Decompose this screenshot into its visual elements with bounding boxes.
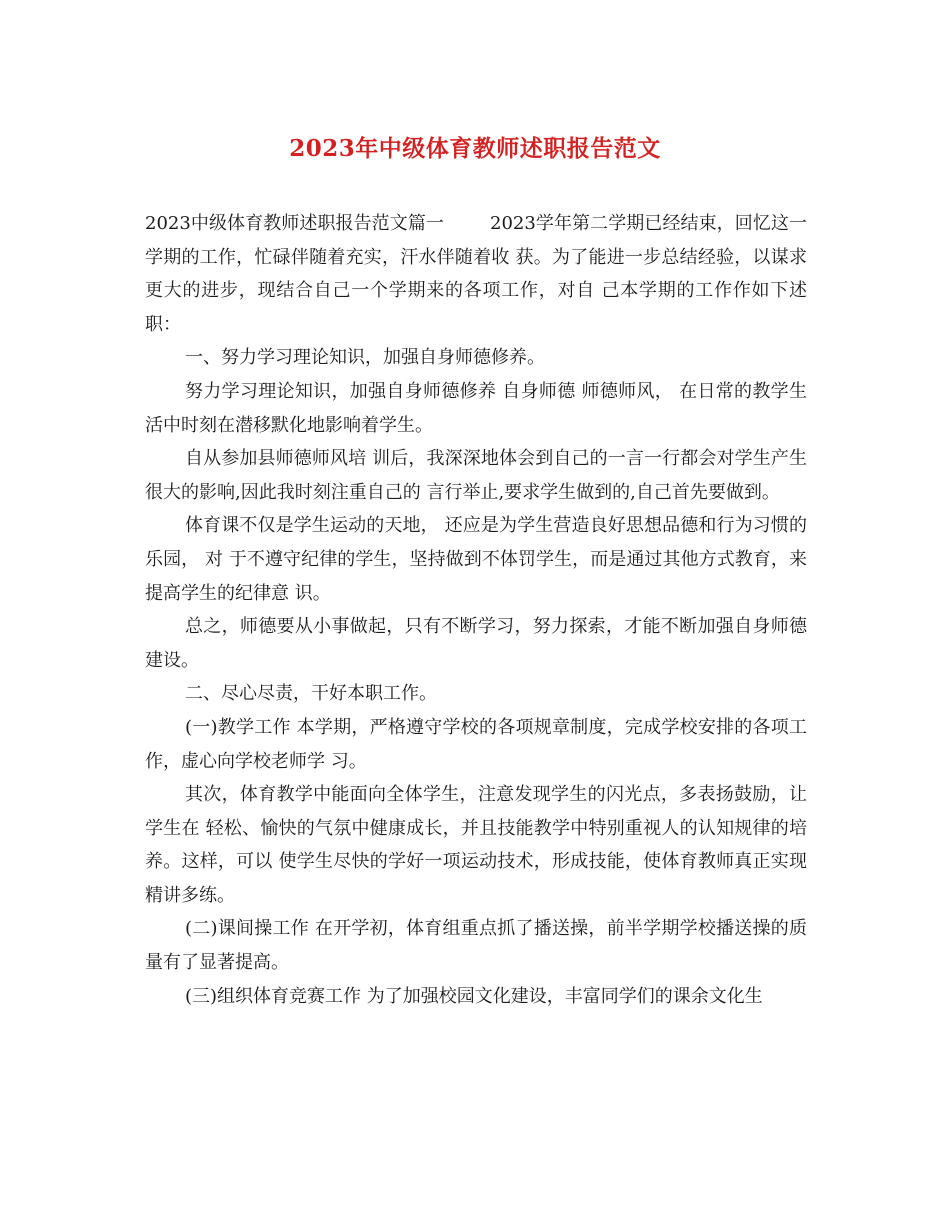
paragraph: 体育课不仅是学生运动的天地， 还应是为学生营造良好思想品德和行为习惯的乐园， 对 于不遵守纪律的学生，坚持做到不体罚学生，而是通过其他方式教育，来提高学生的纪律意 识。 <box>145 515 807 604</box>
document-body <box>145 207 807 1013</box>
intro-text: 2023学年第二学期已经结束，回忆这一学期的工作，忙碌伴随着充实，汗水伴随着收 获。为了能进一步总结经验，以谋求更大的进步，现结合自己一个学期来的各项工作，对自 己本学期的工作作如下述职： <box>145 213 807 335</box>
paragraph: (一)教学工作 本学期，严格遵守学校的各项规章制度，完成学校安排的各项工作，虚心向学校老师学 习。 <box>145 716 807 772</box>
paragraph: 总之，师德要从小事做起，只有不断学习，努力探索，才能不断加强自身师德建设。 <box>145 616 807 671</box>
page-title: 2023年中级体育教师述职报告范文 <box>289 135 661 162</box>
section-heading-2: 二、尽心尽责，干好本职工作。 <box>185 683 437 705</box>
paragraph: 自从参加县师德师风培 训后，我深深地体会到自己的一言一行都会对学生产生很大的影响,因此我时刻注重自己的 言行举止,要求学生做到的,自己首先要做到。 <box>145 448 807 503</box>
paragraph: 其次，体育教学中能面向全体学生，注意发现学生的闪光点，多表扬鼓励，让学生在 轻松、愉快的气氛中健康成长，并且技能教学中特别重视人的认知规律的培养。这样，可以 使学生尽快的学好一项运动技术，形成技能，使体育教师真正实现精讲多练。 <box>145 784 807 906</box>
intro-label: 2023中级体育教师述职报告范文篇一 <box>145 213 444 234</box>
section-heading-1: 一、努力学习理论知识，加强自身师德修养。 <box>185 347 545 369</box>
paragraph: (二)课间操工作 在开学初，体育组重点抓了播送操，前半学期学校播送操的质量有了显著提高。 <box>145 918 807 974</box>
intro-paragraph <box>145 207 807 341</box>
paragraph: (三)组织体育竞赛工作 为了加强校园文化建设，丰富同学们的课余文化生 <box>185 985 763 1007</box>
paragraph: 努力学习理论知识，加强自身师德修养 自身师德 师德师风， 在日常的教学生活中时刻在潜移默化地影响着学生。 <box>145 380 807 436</box>
